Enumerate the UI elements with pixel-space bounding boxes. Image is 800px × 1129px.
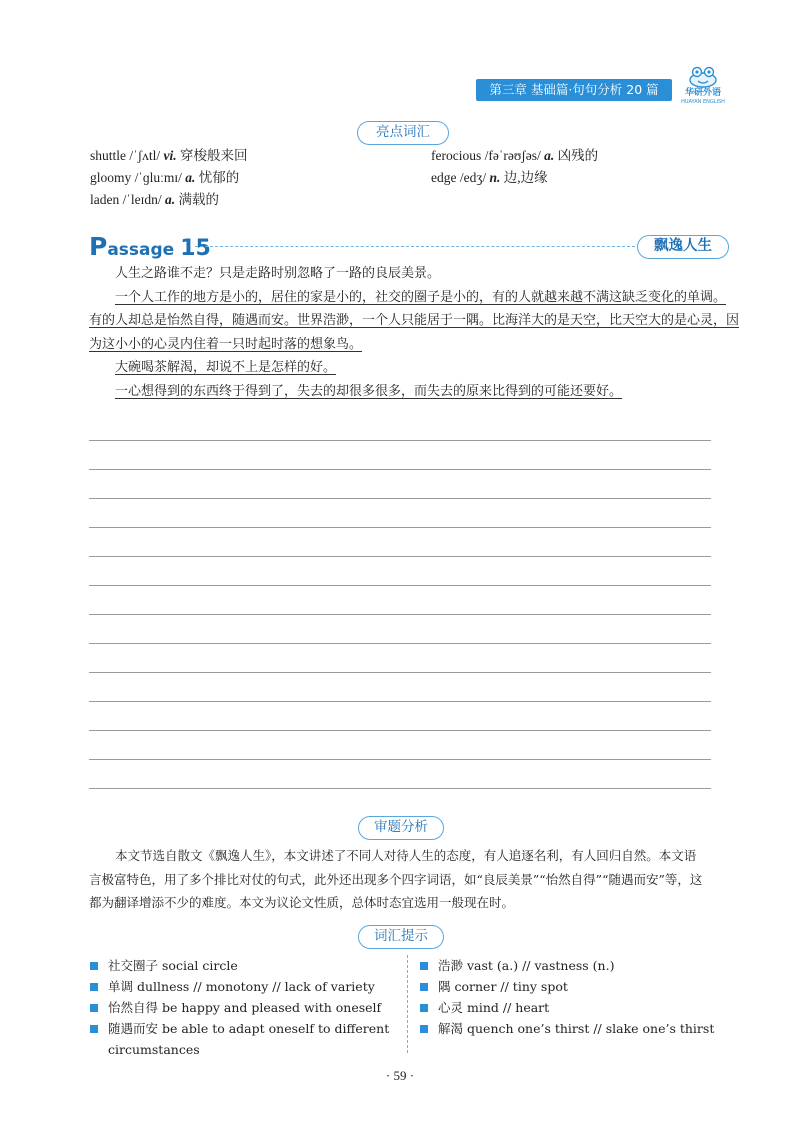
- vocab-list-right: [431, 145, 598, 189]
- vocab-meaning: 忧郁的: [198, 170, 240, 185]
- hints-list-left: [90, 955, 395, 1060]
- vocab-meaning: 凶残的: [557, 148, 599, 163]
- vocab-word: laden: [90, 192, 120, 207]
- passage-line: 有的人却总是怡然自得，随遇而安。世界浩渺，一个人只能居于一隅。比海洋大的是天空，比天空大的是心灵，因: [89, 313, 740, 328]
- hint-translation: mind // heart: [467, 1000, 550, 1015]
- hint-item: [90, 976, 395, 997]
- analysis-line: 言极富特色，用了多个排比对仗的句式，此外还出现多个四字词语，如“良辰美景”“怡然自得”“随遇而安”等，这: [89, 871, 703, 887]
- hints-list-right: [420, 955, 720, 1039]
- chapter-header: 第三章 基础篇·句句分析 20 篇: [476, 79, 672, 101]
- highlight-vocab-label: 亮点词汇: [357, 121, 449, 145]
- writing-line: [89, 557, 711, 586]
- hint-term: 社交圈子: [108, 958, 159, 973]
- hint-term: 单调: [108, 979, 134, 994]
- vocab-pos: vi.: [163, 148, 177, 163]
- passage-text: [89, 262, 740, 403]
- analysis-line: 本文节选自散文《飘逸人生》，本文讲述了不同人对待人生的态度，有人追逐名利，有人回归自然。本文语: [115, 848, 697, 863]
- vocab-meaning: 穿梭般来回: [180, 148, 248, 163]
- vocab-pos: a.: [165, 192, 176, 207]
- title-divider: [195, 246, 635, 247]
- vocab-meaning: 边,边缘: [503, 170, 548, 185]
- vocab-ipa: /edʒ/: [459, 170, 487, 185]
- vocab-ipa: /ˈɡluːmɪ/: [134, 170, 182, 185]
- hint-translation: dullness // monotony // lack of variety: [137, 979, 375, 994]
- vocab-pos: a.: [185, 170, 196, 185]
- hint-item: [90, 1018, 395, 1039]
- vocab-word: edge: [431, 170, 457, 185]
- hint-term: 随遇而安: [108, 1021, 159, 1036]
- hint-item: [420, 997, 720, 1018]
- vocab-word: ferocious: [431, 148, 482, 163]
- vocab-pos: a.: [544, 148, 555, 163]
- passage-line: 一心想得到的东西终于得到了，失去的却很多很多，而失去的原来比得到的可能还要好。: [115, 383, 623, 399]
- vocab-pos: n.: [489, 170, 501, 185]
- brand-subtitle: HUAYAN ENGLISH: [681, 99, 725, 105]
- brand-name: 华研外语: [684, 88, 721, 98]
- brand-logo: [676, 66, 730, 106]
- vocab-word: shuttle: [90, 148, 126, 163]
- hint-continuation: circumstances: [108, 1042, 200, 1057]
- column-divider: [407, 955, 408, 1053]
- hint-translation: be happy and pleased with oneself: [162, 1000, 382, 1015]
- writing-line: [89, 586, 711, 615]
- hint-item: [90, 955, 395, 976]
- writing-line: [89, 760, 711, 789]
- hint-translation: social circle: [162, 958, 238, 973]
- hints-label: 词汇提示: [358, 925, 444, 949]
- writing-line: [89, 441, 711, 470]
- writing-line: [89, 412, 711, 441]
- vocab-word: gloomy: [90, 170, 132, 185]
- hint-term: 解渴: [438, 1021, 464, 1036]
- hint-item: [90, 997, 395, 1018]
- hint-term: 浩渺: [438, 958, 464, 973]
- writing-line: [89, 673, 711, 702]
- analysis-line: 都为翻译增添不少的难度。本文为议论文性质，总体时态宜选用一般现在时。: [89, 895, 515, 910]
- hint-translation: corner // tiny spot: [454, 979, 568, 994]
- writing-line: [89, 644, 711, 673]
- hint-translation: vast (a.) // vastness (n.): [467, 958, 615, 973]
- writing-line: [89, 731, 711, 760]
- frog-logo-icon: [687, 66, 719, 88]
- hint-item: [420, 955, 720, 976]
- writing-line: [89, 470, 711, 499]
- passage-title: [89, 232, 211, 260]
- hint-translation: be able to adapt oneself to different: [162, 1021, 390, 1036]
- hint-term: 心灵: [438, 1000, 464, 1015]
- hint-term: 隅: [438, 979, 451, 994]
- writing-line: [89, 702, 711, 731]
- passage-number: 15: [180, 236, 211, 261]
- hint-term: 怡然自得: [108, 1000, 159, 1015]
- writing-line: [89, 499, 711, 528]
- translation-writing-area[interactable]: [89, 412, 711, 789]
- analysis-text: [89, 844, 717, 915]
- passage-line: 人生之路谁不走？只是走路时别忽略了一路的良辰美景。: [115, 266, 441, 281]
- passage-line: 为这小小的心灵内住着一只时起时落的想象鸟。: [89, 336, 363, 352]
- passage-line: 一个人工作的地方是小的，居住的家是小的，社交的圈子是小的，有的人就越来越不满这缺乏变化的单调。: [115, 289, 727, 305]
- hint-item: [420, 976, 720, 997]
- vocab-item: [90, 167, 248, 189]
- analysis-label: 审题分析: [358, 816, 444, 840]
- writing-line: [89, 615, 711, 644]
- passage-tag: 飘逸人生: [637, 235, 729, 259]
- page-number: · 59 ·: [385, 1068, 415, 1083]
- vocab-item: [90, 189, 248, 211]
- vocab-meaning: 满载的: [178, 192, 219, 207]
- vocab-ipa: /ˈleɪdn/: [122, 192, 162, 207]
- passage-line: 大碗喝茶解渴，却说不上是怎样的好。: [115, 360, 337, 375]
- passage-title-initial: P: [89, 232, 108, 261]
- vocab-item: [431, 145, 598, 167]
- writing-line: [89, 528, 711, 557]
- vocab-item: [431, 167, 598, 189]
- passage-title-word: assage: [107, 240, 175, 260]
- vocab-list-left: [90, 145, 248, 211]
- vocab-item: [90, 145, 248, 167]
- hint-translation: quench one’s thirst // slake one’s thirst: [467, 1021, 715, 1036]
- hint-item: [420, 1018, 720, 1039]
- vocab-ipa: /ˈʃʌtl/: [129, 148, 161, 163]
- vocab-ipa: /fəˈrəʊʃəs/: [484, 148, 541, 163]
